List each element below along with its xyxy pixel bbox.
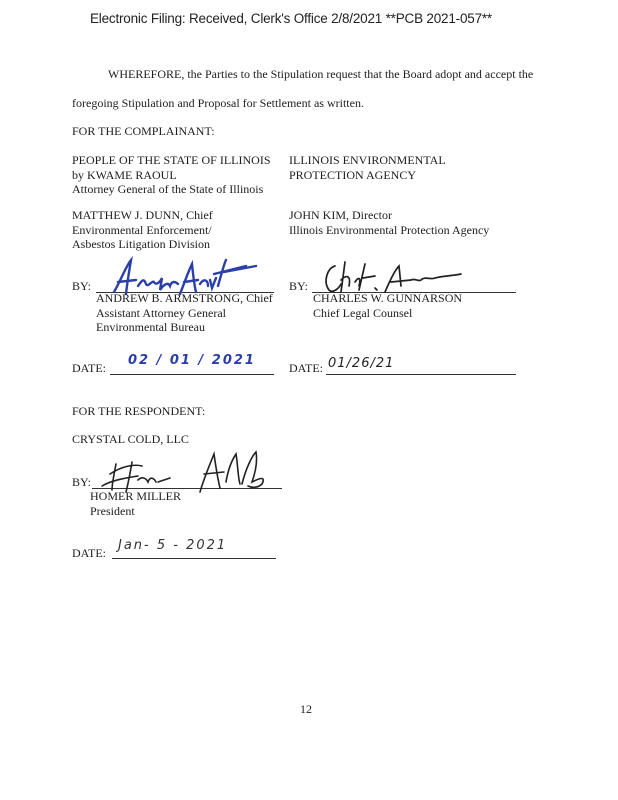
signer-name: ANDREW B. ARMSTRONG, Chief [96, 291, 273, 305]
official-line: Asbestos Litigation Division [72, 237, 210, 251]
date-label-left: DATE: [72, 361, 106, 375]
official-block-left [72, 208, 213, 252]
signer-block-respondent [90, 489, 181, 518]
date-value-respondent: Jan- 5 - 2021 [118, 538, 228, 553]
page-number: 12 [300, 702, 312, 716]
official-line: JOHN KIM, Director [289, 208, 392, 222]
filing-header: Electronic Filing: Received, Clerk's Office 2/8/2021 **PCB 2021-057** [90, 11, 492, 26]
date-label-respondent: DATE: [72, 546, 106, 560]
respondent-company: CRYSTAL COLD, LLC [72, 432, 189, 446]
party-line: Attorney General of the State of Illinois [72, 182, 264, 196]
for-complainant-heading: FOR THE COMPLAINANT: [72, 124, 215, 138]
date-value-right: 01/26/21 [328, 356, 395, 371]
by-label-left: BY: [72, 279, 91, 293]
signer-block-right [313, 291, 462, 320]
date-line-right [326, 374, 516, 375]
party-line: by KWAME RAOUL [72, 167, 177, 182]
official-block-right [289, 208, 489, 237]
for-respondent-heading: FOR THE RESPONDENT: [72, 404, 206, 418]
party-name-right [289, 153, 446, 182]
official-line: Environmental Enforcement/ [72, 222, 212, 237]
signer-title: President [90, 503, 135, 518]
date-label-right: DATE: [289, 361, 323, 375]
party-line: PEOPLE OF THE STATE OF ILLINOIS [72, 153, 271, 167]
signer-block-left [96, 291, 273, 335]
official-line: MATTHEW J. DUNN, Chief [72, 208, 213, 222]
signer-name: CHARLES W. GUNNARSON [313, 291, 463, 305]
by-label-respondent: BY: [72, 475, 91, 489]
date-line-respondent [112, 558, 276, 559]
signer-name: HOMER MILLER [90, 489, 181, 503]
by-label-right: BY: [289, 279, 308, 293]
date-value-left: 02 / 01 / 2021 [128, 353, 256, 368]
party-line: PROTECTION AGENCY [289, 167, 417, 182]
wherefore-paragraph-line-2: foregoing Stipulation and Proposal for Settlement as written. [72, 96, 364, 110]
signer-title: Assistant Attorney General [96, 305, 226, 320]
official-line: Illinois Environmental Protection Agency [289, 222, 490, 237]
party-line: ILLINOIS ENVIRONMENTAL [289, 153, 446, 167]
signer-title: Environmental Bureau [96, 320, 205, 334]
date-line-left [110, 374, 274, 375]
signer-title: Chief Legal Counsel [313, 305, 413, 320]
party-name-left [72, 153, 271, 197]
wherefore-paragraph-line-1: WHEREFORE, the Parties to the Stipulation request that the Board adopt and accept the [108, 67, 534, 81]
